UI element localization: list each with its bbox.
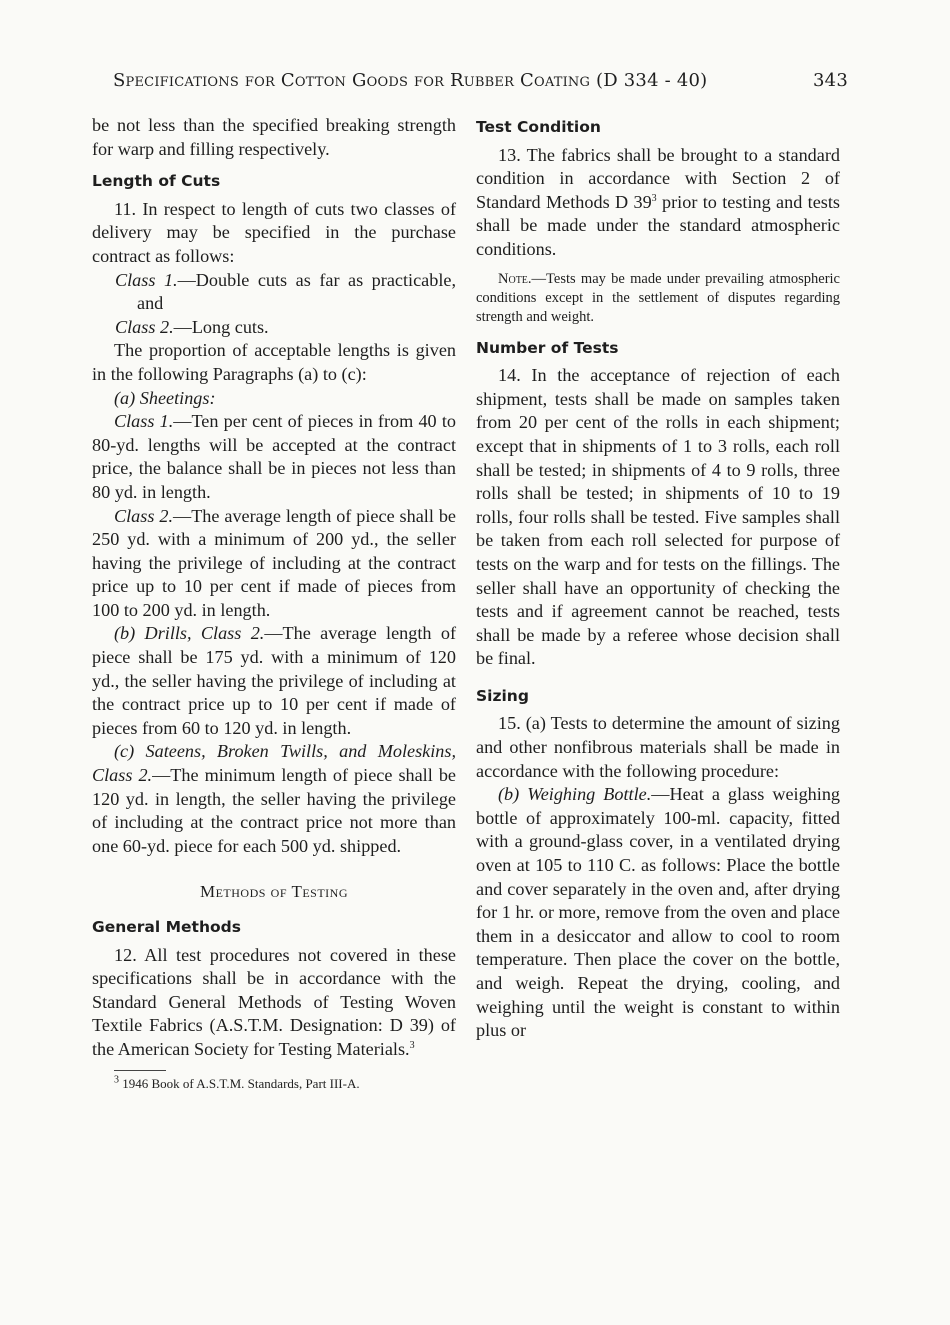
section-title-methods: Methods of Testing	[199, 882, 349, 902]
class-2-item	[92, 316, 456, 340]
sheetings-label: (a) Sheetings:	[114, 387, 216, 408]
class-1-item	[92, 269, 456, 316]
heading-general-methods: General Methods	[92, 918, 241, 936]
paragraph-proportion: The proportion of acceptable lengths is given in the following Paragraphs (a) to (c):	[92, 340, 456, 384]
heading-sizing: Sizing	[476, 686, 529, 705]
footnote-rule	[114, 1070, 166, 1071]
sateens-class-2: (c) Sateens, Broken Twills, and Moleskins, Class 2.—The minimum length of piece shall be 120 yd. in length, the seller having the privilege of including at the contract price not more than one 60-yd. piece for each 500 yd. shipped.	[92, 741, 456, 856]
paragraph-14: 14. In the acceptance of rejection of each shipment, tests shall be made on samples taken from 20 per cent of the rolls in each shipment; except that in shipments of 1 to 3 rolls, each roll shall be tested; in shipments of 4 to 9 rolls, three rolls shall be tested; in shipments of 10 to 19 rolls, four rolls shall be tested. Five samples shall be taken from each roll selected for purpose of tests on the warp and for tests on the fillings. The seller shall have an opportunity of checking the tests and if agreement cannot be reached, tests shall be made by a referee whose decision shall be final.	[476, 365, 840, 669]
page-number: 343	[813, 70, 848, 91]
right-column	[476, 114, 840, 1043]
sheetings-class-2: Class 2.—The average length of piece shall be 250 yd. with a minimum of 200 yd., the seller having the privilege of including at the contract price up to 10 per cent if made of pieces from 100 to 200 yd. in length.	[92, 505, 456, 620]
heading-length-of-cuts: Length of Cuts	[92, 172, 221, 191]
footnote: $^3$ 1946 Book of A.S.T.M. Standards, Part III-A.	[114, 1074, 360, 1091]
left-column	[92, 114, 456, 1092]
paragraph-11: 11. In respect to length of cuts two classes of delivery may be specified in the purchase contract as follows:	[92, 198, 456, 266]
drills-class-2: (b) Drills, Class 2.—The average length of piece shall be 175 yd. with a minimum of 120 yd., the seller having the privilege of including at the contract price up to 10 per cent if made of pieces from 60 to 120 yd. in length.	[92, 623, 457, 738]
paragraph-15: 15. (a) Tests to determine the amount of sizing and other nonfibrous materials shall be made in accordance with the following procedure:	[476, 713, 840, 781]
class-1-text: —Double cuts as far as practicable, and	[137, 269, 456, 314]
heading-test-condition: Test Condition	[476, 118, 601, 136]
paragraph-continuation: be not less than the specified breaking strength for warp and filling respectively.	[92, 115, 456, 159]
weighing-bottle: (b) Weighing Bottle.—Heat a glass weighing bottle of approximately 100-ml. capacity, fitted with a ground-glass cover, in a ventilated drying oven at 105 to 110 C. as follows: Place the bottle and cover separately in the oven and, after drying for 1 hr. or more, remove from the oven and place them in a desiccator and allow to cool to room temperature. Then place the cover on the bottle, and weigh. Repeat the drying, cooling, and weighing until the weight is constant to within plus or	[476, 784, 841, 1041]
header-title: Specifications for Cotton Goods for Rubber Coating (D 334 - 40)	[113, 70, 708, 91]
heading-number-of-tests: Number of Tests	[476, 338, 619, 357]
note: Note.—Tests may be made under prevailing atmospheric conditions except in the settlement of disputes regarding strength and weight.	[476, 270, 840, 325]
class-1-label: Class 1.	[115, 269, 178, 290]
class-2-label: Class 2.	[115, 316, 174, 337]
sheetings-class-1: Class 1.—Ten per cent of pieces in from 40 to 80-yd. lengths will be accepted at the contract price, the balance shall be in pieces not less than 80 yd. in length.	[92, 411, 456, 502]
footnote-ref: 3	[409, 1039, 415, 1051]
class-2-text: —Long cuts.	[173, 316, 269, 337]
paragraph-13: 13. The fabrics shall be brought to a standard condition in accordance with Section 2 of Standard Methods D $39^3$ prior to testing and tests shall be made under the standard atmospheric conditions.	[476, 144, 840, 259]
paragraph-12: 12. All test procedures not covered in these specifications shall be in accordance with the Standard General Methods of Testing Woven Textile Fabrics (A.S.T.M. Designation: D 39) of the American Society for Testing Materials.$^3$	[92, 944, 456, 1059]
running-header	[113, 70, 848, 91]
